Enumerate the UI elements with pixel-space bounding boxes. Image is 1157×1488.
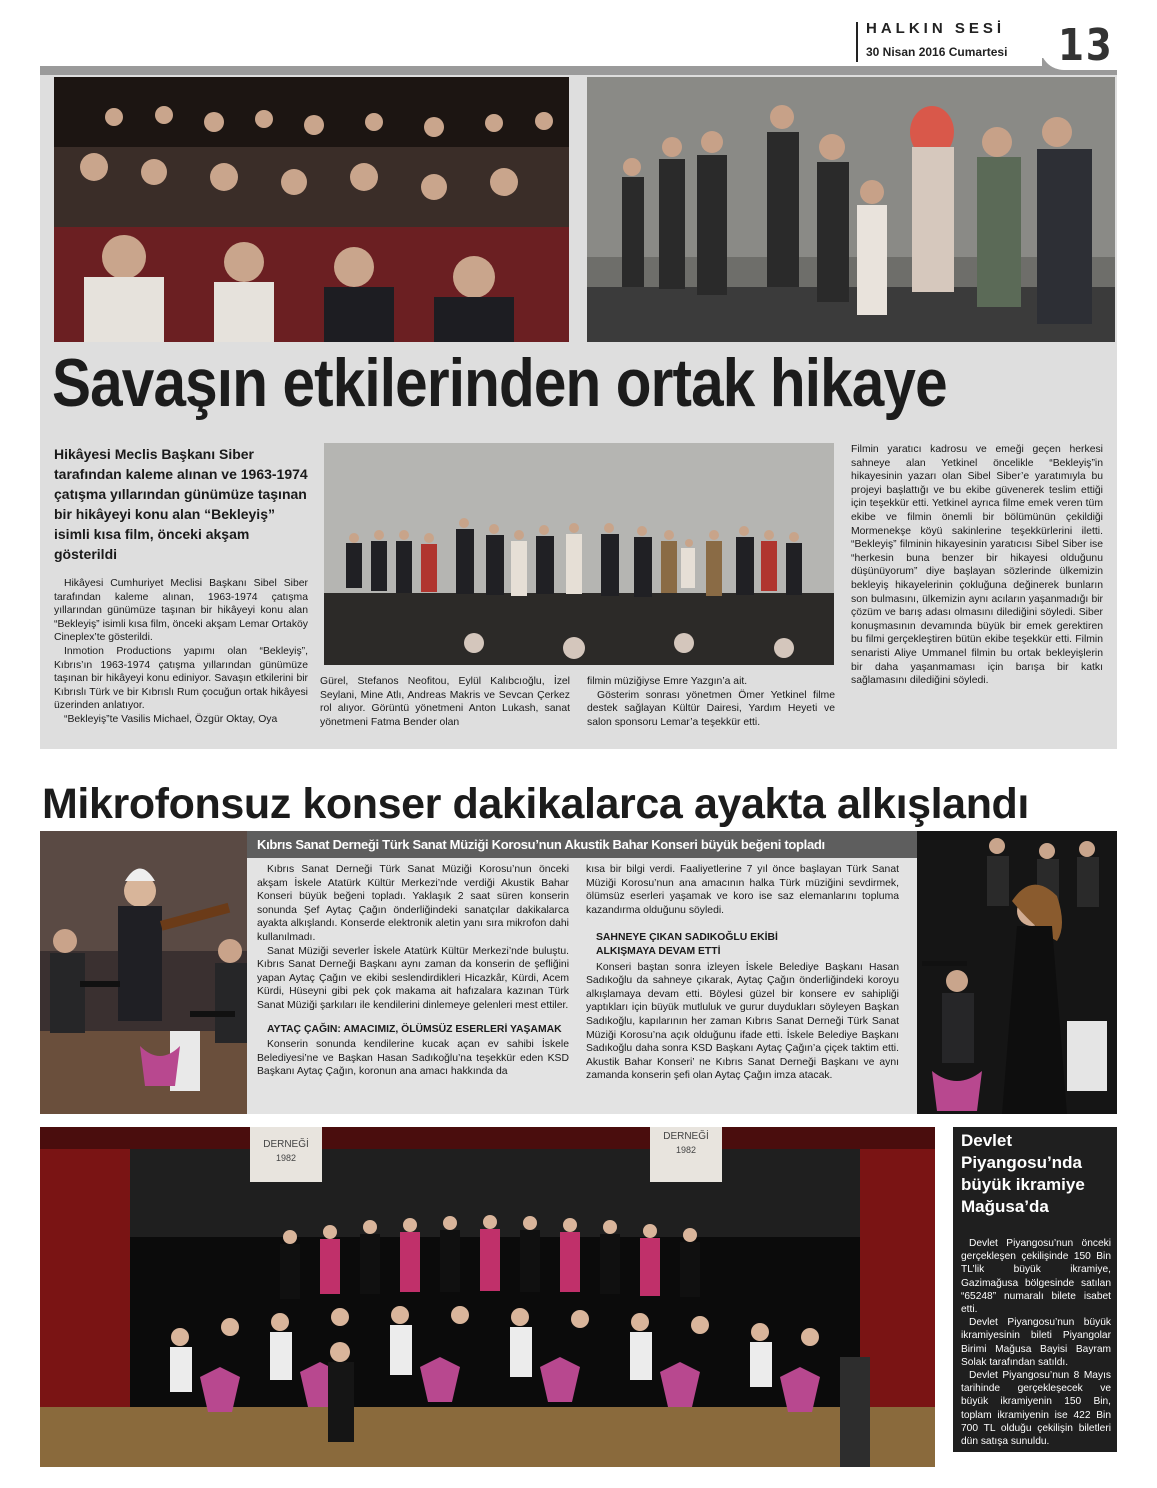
story2-col1-p3: Konserin sonunda kendilerine kucak açan ev sahibi İskele Belediyesi’ne ve Başkan Hasan Sadıkoğlu’na teşekkür eden KSD Başkanı Aytaç Çağın, koronun ana amacı hakkında da (257, 1039, 569, 1078)
choir-banner-text-right: DERNEĞİ (663, 1131, 709, 1142)
story1-headline: Savaşın etkilerinden ortak hikaye (52, 345, 947, 421)
story2-banner: Kıbrıs Sanat Derneği Türk Sanat Müziği Korosu’nun Akustik Bahar Konseri büyük beğeni topladı (247, 831, 917, 858)
lottery-p1: Devlet Piyangosu’nun önceki gerçekleşen çekilişinde 150 Bin TL’lik büyük ikramiye, Gazimağusa bölgesinde satılan “65248” numaralı bilete isabet etti. (961, 1238, 1111, 1316)
story2-col2-p2: Konseri baştan sonra izleyen İskele Belediye Başkanı Hasan Sadıkoğlu da sahneye çıkarak, Aytaç Çağın önderliğindeki koroyu alkışlamaya devam etti. Böylesi güzel bir konsere ev sahipliği yaptıkları için büyük mutluluk ve gurur duydukları söyleyen Başkan Sadıkoğlu, kapılarının her zaman Kıbrıs Sanat Derneği Türk Sanat Müziği Korosu’na açık olduğunu ifade etti. İskele Belediye Başkanı Sadıkoğlu daha sonra KSD Başkanı Aytaç Çağın’a çiçek taktim etti. Akustik Bahar Konseri’ ne Kıbrıs Sanat Derneği Başkanı ve aynı zamanda konserin şefi olan Aytaç Çağın imza atacak. (586, 961, 899, 1082)
story1-col4 (851, 443, 1103, 688)
choir-banner-text-left: DERNEĞİ (263, 1139, 309, 1150)
story1-col3 (587, 675, 835, 729)
cast-stage-photo (324, 443, 834, 665)
choir-concert-photo (40, 1127, 935, 1467)
lottery-p3: Devlet Piyangosu’nun 8 Mayıs tarihinde gerçekleşecek ve büyük ikramiyenin 150 Bin, toplam ikramiyenin ise 422 Bin 700 TL olduğu çekilişin biletleri dün satışa sunuldu. (961, 1370, 1111, 1448)
story2-col2-subhead-2: ALKIŞMAYA DEVAM ETTİ (596, 945, 721, 957)
story2-col2-subhead-1: SAHNEYE ÇIKAN SADIKOĞLU EKİBİ (596, 932, 778, 944)
stage-cast-photo (587, 77, 1115, 342)
story2-col2-p1: kısa bir bilgi verdi. Faaliyetlerine 7 yıl önce başlayan Türk Sanat Müziği Korosu’nun ana amacının halka Türk müziğini sevdirmek, ölümsüz eserleri yaşamak ve koro ise saz elemanlarını topluma kazandırma olduğunu söyledi. (586, 864, 899, 916)
story2-headline: Mikrofonsuz konser dakikalarca ayakta alkışlandı (42, 780, 1029, 828)
violinist-photo (40, 831, 247, 1114)
story1-col2-p1: Gürel, Stefanos Neofitou, Eylül Kalıbcıoğlu, İzel Seylani, Mine Atlı, Andreas Makris ve Sevcan Çerkez rol alıyor. Görüntü yönetmeni Anton Lukash, sanat yönetmeni Fatma Bender olan (320, 676, 570, 728)
story1-lede: Hikâyesi Meclis Başkanı Siber tarafından kaleme alınan ve 1963-1974 çatışma yıllarından günümüze taşınan bir hikâyeyi konu alan “Bekleyiş” isimli kısa film, önceki akşam gösterildi (54, 446, 308, 562)
story1-col1 (54, 577, 308, 727)
story1-col1-p2: Inmotion Productions yapımı olan “Bekleyiş”, Kıbrıs’ın 1963-1974 çatışma yıllarından günümüze taşınan bir hikâyeyi konu ediniyor. Savaşın etkilerini bir Kıbrıslı Türk ve bir Kıbrıslı Rum çocuğun ortak hikâyesi üzerinden anlatıyor. (54, 645, 308, 712)
issue-date: 30 Nisan 2016 Cumartesi (866, 45, 1008, 59)
page-number: 13 (1058, 20, 1114, 71)
story1-col3-p1: filmin müziğiyse Emre Yazgın’a ait. (587, 676, 748, 687)
story1-col3-p2: Gösterim sonrası yönetmen Ömer Yetkinel filme destek sağlayan Kültür Dairesi, Yardım Heyeti ve salon sponsoru Lemar’a teşekkür etti. (587, 689, 835, 728)
story1-col2 (320, 675, 570, 729)
choir-banner-year-left: 1982 (275, 1153, 297, 1163)
lottery-headline: Devlet Piyangosu’nda büyük ikramiye Mağusa’da (961, 1131, 1085, 1216)
story1-col4-p1: Filmin yaratıcı kadrosu ve emeği geçen herkesi sahneye alan Yetkinel öncelikle “Bekleyiş”in hikayesinin yazarı olan Sibel Siber’e yaratımıyla bu projeyi başlattığı ve bu ekibe güvenerek teslim ettiği için teşekkür etti. Yetkinel ayrıca filme emek veren tüm ekibe ve filmin önemli bir bölümünün çekildiği Mormenekşe köyü sakinlerine teşekkürlerini iletti. “Bekleyiş” filminin hikayesinin yaratıcısı Sibel Siber ise “herkesin buna benzer bir hikayesi olduğunu düşünüyorum” diye başlayan sözlerinde ülkemizin bekleyiş hikayelerinin çokluğuna değinerek bunların son bulmasını, ülkemizin aynı acıların yaşanmadığı bir çözüm ve barış adası olmasını dilediğini söyledi. Siber konuşmasının devamında büyük bir emek gerektiren bu filmi gerçekleştiren bütün ekibe teşekkür etti. Filmin senaristi Aliye Ummanel filmin bu ortak bekleyişlerin bir daha yaşanmaması için barışa bir katkı sağlamasını dilediğini söyledi. (851, 444, 1103, 687)
story2-col2 (586, 863, 899, 1083)
header-rule (40, 66, 1042, 75)
story2-col1-p1: Kıbrıs Sanat Derneği Türk Sanat Müziği Korosu’nun önceki akşam İskele Atatürk Kültür Merkezi’nde verdiği Akustik Bahar Konseri büyük beğeni topladı. Yaklaşık 2 saat süren konserin sonunda Şef Aytaç Çağın önderliğindeki sanatçılar dakikalarca ayakta alkışlandı. Konserde elektronik aletin yanı sıra mikrofon dahi kullanılmadı. (257, 864, 569, 943)
story2-col1-p2: Sanat Müziği severler İskele Atatürk Kültür Merkezi’nde buluştu. Kıbrıs Sanat Derneği Başkanı aynı zaman da konserin de şefliğini yapan Aytaç Çağın ve ekibi seslendirdikleri Hicazkâr, Kürdi, Acem Kürdi, Hüseyni gibi pek çok makama ait hafızalara kazınan Türk Sanat Müziği şarkıları ile kendilerini dinlemeye gelenleri mest ettiler. (257, 945, 569, 1011)
newspaper-name: HALKIN SESİ (866, 20, 1006, 37)
story2-col1-subhead: AYTAÇ ÇAĞIN: AMACIMIZ, ÖLÜMSÜZ ESERLERİ YAŞAMAK (267, 1023, 562, 1035)
audience-photo (54, 77, 569, 342)
singer-photo (917, 831, 1117, 1114)
lottery-p2: Devlet Piyangosu’nun büyük ikramiyesinin bileti Piyangolar Birimi Mağusa Bayisi Bayram Solak tarafından satıldı. (961, 1317, 1111, 1368)
story1-col1-p1: Hikâyesi Cumhuriyet Meclisi Başkanı Sibel Siber tarafından kaleme alınan, 1963-1974 çatışma yıllarından günümüze taşınan bir hikâyeyi konu alan “Bekleyiş” isimli kısa film, önceki akşam Lemar Ortaköy Cineplex’te gösterildi. (54, 578, 308, 644)
choir-banner-year-right: 1982 (675, 1145, 697, 1155)
story2-col1 (257, 863, 569, 1079)
lottery-body (961, 1237, 1111, 1448)
story1-col1-p3: “Bekleyiş”te Vasilis Michael, Özgür Oktay, Oya (64, 713, 278, 725)
masthead-divider (856, 22, 858, 62)
